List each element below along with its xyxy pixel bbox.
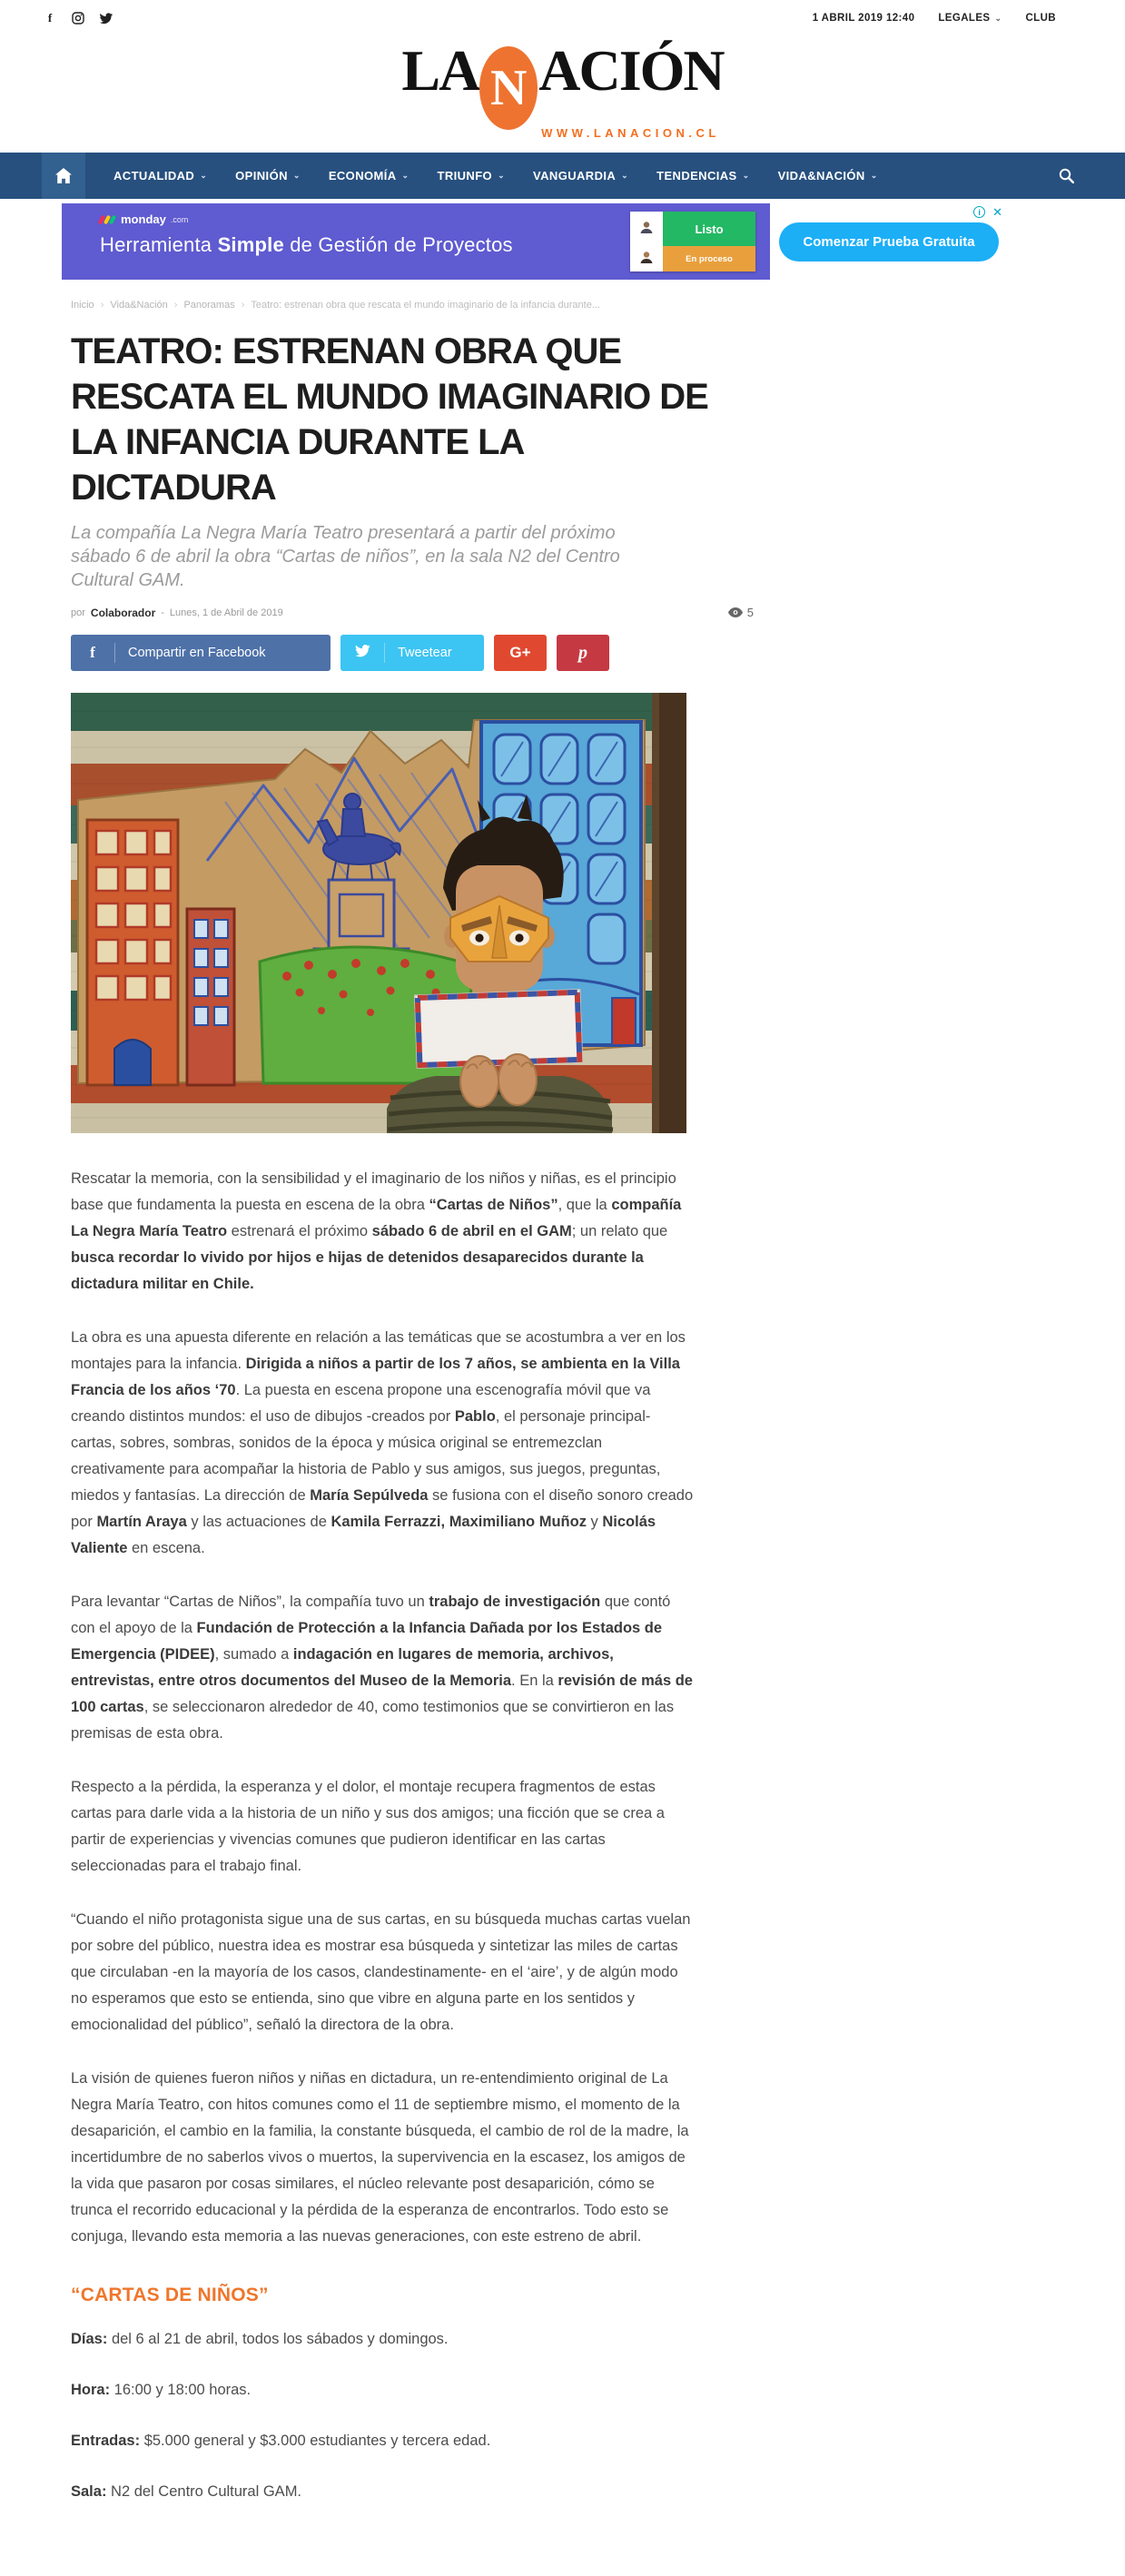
event-heading: “CARTAS DE NIÑOS”: [71, 2285, 269, 2305]
author-link[interactable]: Colaborador: [90, 606, 156, 619]
chevron-down-icon: ⌄: [401, 171, 410, 180]
article-subtitle: La compañía La Negra María Teatro presentará a partir del próximo sábado 6 de abril la obra “Cartas de niños”, en la sala N2 del Centro Cultural GAM.: [71, 523, 620, 590]
ad-status-card: [630, 212, 755, 271]
status-badge-done: Listo: [663, 212, 755, 246]
topbar-link-club[interactable]: CLUB: [1025, 13, 1056, 24]
ad-close-icon[interactable]: ✕: [992, 205, 1002, 219]
breadcrumb-separator: ›: [241, 300, 245, 311]
ad-headline: Herramienta Simple de Gestión de Proyectos: [100, 233, 513, 256]
breadcrumb: [71, 300, 1125, 311]
event-detail-entradas: Entradas: $5.000 general y $3.000 estudiantes y tercera edad.: [71, 2433, 491, 2449]
topbar-right: [813, 13, 1056, 24]
monday-logo-icon: [100, 215, 114, 224]
article-body: [71, 1166, 697, 2250]
article-paragraph: Para levantar “Cartas de Niños”, la compañía tuvo un trabajo de investigación que contó con el apoyo de la Fundación de Protección a la Infancia Dañada por los Estados de Emergencia (PIDEE), sumado a indagación en lugares de memoria, archivos, entrevistas, entre otros documentos del Museo de la Memoria. En la revisión de más de 100 cartas, se seleccionaron alrededor de 40, como testimonios que se convirtieron en las premisas de esta obra.: [71, 1594, 693, 1742]
chevron-down-icon: ⌄: [200, 171, 208, 180]
share-row: [71, 635, 761, 671]
article-paragraph: “Cuando el niño protagonista sigue una de sus cartas, en su búsqueda muchas cartas vuelan por sobre del público, nuestra idea es mostrar esa búsqueda y sintetizar las miles de cartas que circulaban -en la mayoría de los casos, clandestinamente- en el ‘aire’, y de algún modo no esperamos que esto se entienda, sino que vibre en alguna parte en los sentidos y emocionalidad del público”, señaló la directora de la obra.: [71, 1911, 691, 2033]
chevron-down-icon: ⌄: [292, 171, 301, 180]
twitter-icon[interactable]: [100, 12, 113, 25]
ad-cta-area: [770, 203, 1008, 280]
event-detail-hora: Hora: 16:00 y 18:00 horas.: [71, 2382, 252, 2398]
status-badge-progress: En proceso: [663, 246, 755, 271]
home-button[interactable]: [42, 153, 85, 199]
ad-cta-button[interactable]: Comenzar Prueba Gratuita: [779, 222, 998, 262]
breadcrumb-link-vida-nacion[interactable]: Vida&Nación: [110, 300, 168, 311]
byline-separator: -: [161, 607, 164, 618]
share-pinterest-button[interactable]: [557, 635, 609, 671]
views-count: 5: [746, 606, 754, 619]
breadcrumb-link-inicio[interactable]: Inicio: [71, 300, 94, 311]
breadcrumb-separator: ›: [100, 300, 104, 311]
share-twitter-button[interactable]: Tweetear: [340, 635, 484, 671]
logo-url: WWW.LANACION.CL: [541, 126, 720, 140]
adchoices-info-icon[interactable]: i: [973, 206, 985, 218]
breadcrumb-current: Teatro: estrenan obra que rescata el mundo imaginario de la infancia durante...: [251, 300, 600, 311]
breadcrumb-link-panoramas[interactable]: Panoramas: [183, 300, 235, 311]
search-icon: [1059, 168, 1074, 183]
ad-brand: monday .com: [100, 212, 770, 226]
avatar: [630, 212, 663, 242]
nav-item-actualidad[interactable]: ACTUALIDAD ⌄: [113, 169, 208, 183]
logo-la: LA: [401, 38, 479, 103]
facebook-icon[interactable]: f: [47, 11, 53, 25]
pinterest-icon: p: [578, 642, 587, 663]
share-googleplus-button[interactable]: [494, 635, 547, 671]
article-paragraph: La visión de quienes fueron niños y niñas en dictadura, un re-entendimiento original de La Negra María Teatro, con hitos comunes como el 11 de septiembre mismo, el momento de la desaparición, el cambio en la familia, la constante búsqueda, el cambio de rol de la madre, la incertidumbre de no saberlos vivos o muertos, la supervivencia en la escasez, los amigos de la vida que pasaron por cosas similares, el núcleo relevante post desaparición, cómo se trunca el recorrido educacional y la pérdida de la esperanza de encontrarlos. Todo esto se conjuga, llevando esta memoria a las nuevas generaciones, con este estreno de abril.: [71, 2070, 689, 2245]
chevron-down-icon: ⌄: [621, 171, 629, 180]
eye-icon: [728, 607, 743, 617]
main-nav: [0, 153, 1125, 199]
event-detail-sala: Sala: N2 del Centro Cultural GAM.: [71, 2483, 302, 2500]
chevron-down-icon: ⌄: [870, 171, 878, 180]
chevron-down-icon: ⌄: [742, 171, 750, 180]
chevron-down-icon: ⌄: [994, 13, 1002, 23]
topbar-link-legales[interactable]: LEGALES ⌄: [938, 13, 1002, 24]
nav-item-triunfo[interactable]: TRIUNFO ⌄: [437, 169, 506, 183]
nav-item-economia[interactable]: ECONOMÍA ⌄: [328, 169, 410, 183]
search-button[interactable]: [1059, 168, 1074, 183]
event-details: [71, 2330, 761, 2501]
masthead: [0, 36, 1125, 140]
twitter-icon: [340, 644, 384, 662]
site-logo[interactable]: [401, 38, 724, 130]
byline-prefix: por: [71, 607, 85, 618]
article-paragraph: Respecto a la pérdida, la esperanza y el dolor, el montaje recupera fragmentos de estas cartas para darle vida a la historia de un niño y sus dos amigos; una ficción que se crea a partir de experiencias y vivencias comunes que pudieron identificar en las cartas seleccionadas para el trabajo final.: [71, 1779, 665, 1874]
article-image: [71, 693, 686, 1133]
article-paragraph: La obra es una apuesta diferente en relación a las temáticas que se acostumbra a ver en los montajes para la infancia. Dirigida a niños a partir de los 7 años, se ambienta en la Villa Francia de los años ‘70. La puesta en escena propone una escenografía móvil que va creando distintos mundos: el uso de dibujos -creados por Pablo, el personaje principal- cartas, sobres, sombras, sonidos de la época y música original se entremezclan creativamente para acompañar la historia de Pablo y sus amigos, sus juegos, preguntas, miedos y fantasías. La dirección de María Sepúlveda se fusiona con el diseño sonoro creado por Martín Araya y las actuaciones de Kamila Ferrazzi, Maximiliano Muñoz y Nicolás Valiente en escena.: [71, 1329, 694, 1556]
avatar: [630, 242, 663, 271]
chevron-down-icon: ⌄: [498, 171, 506, 180]
facebook-icon: f: [90, 644, 95, 661]
breadcrumb-separator: ›: [173, 300, 178, 311]
share-facebook-button[interactable]: f Compartir en Facebook: [71, 635, 331, 671]
page-title: TEATRO: ESTRENAN OBRA QUE RESCATA EL MUNDO IMAGINARIO DE LA INFANCIA DURANTE LA DICTADURA: [71, 331, 708, 508]
logo-acion: ACIÓN: [538, 38, 724, 103]
nav-item-vanguardia[interactable]: VANGUARDIA ⌄: [533, 169, 629, 183]
ad-banner: [62, 203, 1008, 280]
article-date: Lunes, 1 de Abril de 2019: [169, 607, 283, 618]
topbar-social: [44, 12, 113, 25]
nav-item-opinion[interactable]: OPINIÓN ⌄: [235, 169, 301, 183]
logo-n-badge: N: [479, 46, 538, 130]
event-detail-dias: Días: del 6 al 21 de abril, todos los sábados y domingos.: [71, 2331, 449, 2347]
article: [71, 329, 761, 2501]
instagram-icon[interactable]: [72, 12, 84, 25]
googleplus-icon: G+: [509, 644, 531, 661]
nav-item-vida-nacion[interactable]: VIDA&NACIÓN ⌄: [777, 169, 878, 183]
article-paragraph: Rescatar la memoria, con la sensibilidad y el imaginario de los niños y niñas, es el principio base que fundamenta la puesta en escena de la obra “Cartas de Niños”, que la compañía La Negra María Teatro estrenará el próximo sábado 6 de abril en el GAM; un relato que busca recordar lo vivido por hijos e hijas de detenidos desaparecidos durante la dictadura militar en Chile.: [71, 1170, 682, 1292]
topbar-datetime: 1 ABRIL 2019 12:40: [812, 13, 915, 24]
views-counter: [728, 606, 754, 619]
nav-items: [85, 169, 878, 183]
ad-creative[interactable]: [62, 203, 770, 280]
nav-item-tendencias[interactable]: TENDENCIAS ⌄: [656, 169, 750, 183]
home-icon: [55, 168, 72, 183]
topbar: [0, 0, 1125, 36]
byline: [71, 606, 754, 619]
